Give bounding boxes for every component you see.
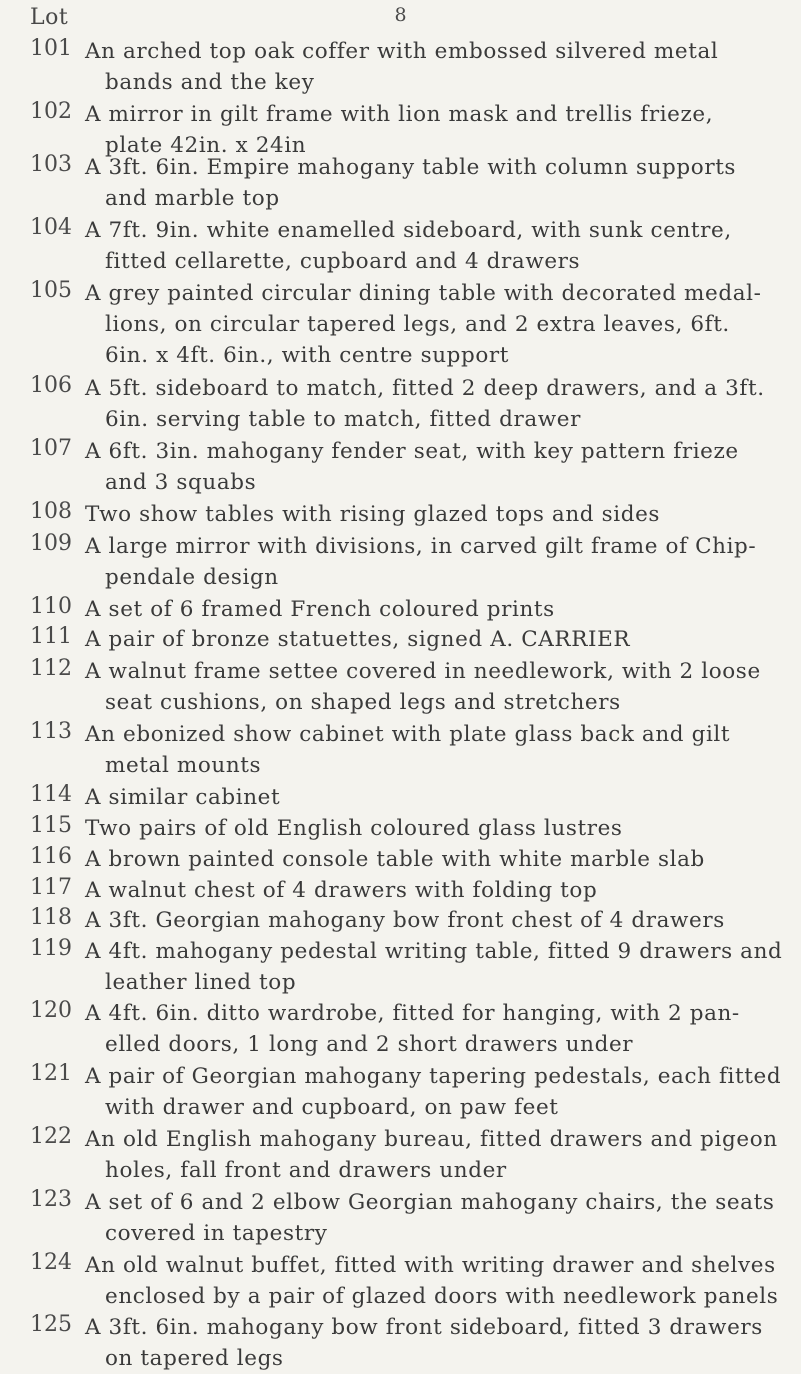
lot-description-line: A similar cabinet [85, 785, 281, 810]
lot-description-line: A 4ft. 6in. ditto wardrobe, fitted for hanging, with 2 pan- [85, 1001, 740, 1026]
lot-number: 108 [30, 499, 72, 524]
lot-description-line: A 4ft. mahogany pedestal writing table, fitted 9 drawers and [85, 939, 783, 964]
lot-description-line: enclosed by a pair of glazed doors with needlework panels [105, 1284, 779, 1309]
lot-description-line: A walnut frame settee covered in needlework, with 2 loose [85, 659, 761, 684]
lot-description [85, 813, 785, 844]
lot-description-line: A pair of bronze statuettes, signed A. CARRIER [85, 627, 631, 652]
lot-description [85, 1187, 785, 1249]
lot-description [85, 278, 785, 371]
lot-number: 117 [30, 875, 72, 900]
lot-description-line: A 7ft. 9in. white enamelled sideboard, with sunk centre, [85, 218, 732, 243]
lot-number: 104 [30, 215, 72, 240]
lot-description-line: elled doors, 1 long and 2 short drawers under [105, 1032, 634, 1057]
lot-description-line: pendale design [105, 565, 279, 590]
lot-description [85, 531, 785, 593]
lot-description [85, 36, 785, 98]
lot-description-line: A set of 6 and 2 elbow Georgian mahogany chairs, the seats [85, 1190, 775, 1215]
lot-description-line: 6in. serving table to match, fitted drawer [105, 407, 581, 432]
lot-description [85, 719, 785, 781]
lot-number: 118 [30, 905, 72, 930]
lot-number: 109 [30, 531, 72, 556]
lot-description [85, 436, 785, 498]
lot-number: 113 [30, 719, 72, 744]
lot-number: 106 [30, 373, 72, 398]
lot-description-line: An ebonized show cabinet with plate glass back and gilt [85, 722, 731, 747]
lot-description-line: An old walnut buffet, fitted with writing drawer and shelves [85, 1253, 776, 1278]
lot-description [85, 373, 785, 435]
lot-description-line: A mirror in gilt frame with lion mask and trellis frieze, [85, 102, 714, 127]
lot-description-line: A large mirror with divisions, in carved gilt frame of Chip- [85, 534, 757, 559]
lot-description [85, 844, 785, 875]
lot-column-header: Lot [30, 5, 69, 30]
lot-description-line: A 3ft. 6in. Empire mahogany table with column supports [85, 155, 737, 180]
lot-description [85, 656, 785, 718]
lot-description-line: Two pairs of old English coloured glass lustres [85, 816, 623, 841]
lot-description-line: metal mounts [105, 753, 262, 778]
lot-description-line: A pair of Georgian mahogany tapering pedestals, each fitted [85, 1064, 782, 1089]
lot-number: 114 [30, 782, 72, 807]
lot-number: 121 [30, 1061, 72, 1086]
lot-description-line: A 6ft. 3in. mahogany fender seat, with key pattern frieze [85, 439, 739, 464]
lot-description [85, 782, 785, 813]
lot-description [85, 936, 785, 998]
lot-description-line: and 3 squabs [105, 470, 257, 495]
lot-description-line: A walnut chest of 4 drawers with folding top [85, 878, 598, 903]
lot-description-line: A brown painted console table with white marble slab [85, 847, 705, 872]
lot-description-line: on tapered legs [105, 1346, 284, 1371]
lot-number: 123 [30, 1187, 72, 1212]
lot-number: 116 [30, 844, 72, 869]
lot-number: 120 [30, 998, 72, 1023]
lot-description-line: A grey painted circular dining table with decorated medal- [85, 281, 762, 306]
lot-description-line: Two show tables with rising glazed tops and sides [85, 502, 661, 527]
lot-number: 105 [30, 278, 72, 303]
lot-description [85, 215, 785, 277]
lot-description [85, 152, 785, 214]
lot-description-line: lions, on circular tapered legs, and 2 extra leaves, 6ft. [105, 312, 730, 337]
lot-description [85, 1312, 785, 1374]
lot-description-line: An old English mahogany bureau, fitted drawers and pigeon [85, 1127, 778, 1152]
lot-number: 119 [30, 936, 72, 961]
lot-number: 107 [30, 436, 72, 461]
lot-description-line: 6in. x 4ft. 6in., with centre support [105, 343, 510, 368]
lot-description-line: An arched top oak coffer with embossed silvered metal [85, 39, 719, 64]
lot-description-line: covered in tapestry [105, 1221, 328, 1246]
lot-description-line: plate 42in. x 24in [105, 133, 307, 158]
lot-number: 110 [30, 594, 72, 619]
lot-description [85, 594, 785, 625]
lot-description-line: bands and the key [105, 70, 315, 95]
lot-description [85, 1124, 785, 1186]
lot-number: 122 [30, 1124, 72, 1149]
lot-number: 103 [30, 152, 72, 177]
lot-description [85, 1061, 785, 1123]
lot-description-line: A 5ft. sideboard to match, fitted 2 deep drawers, and a 3ft. [85, 376, 765, 401]
lot-description [85, 875, 785, 906]
lot-description [85, 998, 785, 1060]
lot-description-line: with drawer and cupboard, on paw feet [105, 1095, 559, 1120]
lot-number: 102 [30, 99, 72, 124]
lot-description-line: A 3ft. Georgian mahogany bow front chest of 4 drawers [85, 908, 725, 933]
lot-number: 115 [30, 813, 72, 838]
lot-number: 124 [30, 1250, 72, 1275]
lot-description-line: seat cushions, on shaped legs and stretchers [105, 690, 621, 715]
lot-description-line: A 3ft. 6in. mahogany bow front sideboard, fitted 3 drawers [85, 1315, 763, 1340]
lot-description-line: holes, fall front and drawers under [105, 1158, 507, 1183]
lot-description [85, 499, 785, 530]
lot-number: 101 [30, 36, 72, 61]
lot-description-line: fitted cellarette, cupboard and 4 drawers [105, 249, 581, 274]
lot-description [85, 624, 785, 655]
lot-description-line: and marble top [105, 186, 280, 211]
lot-number: 111 [30, 624, 72, 649]
lot-description [85, 1250, 785, 1312]
lot-number: 112 [30, 656, 72, 681]
lot-number: 125 [30, 1312, 72, 1337]
lot-description-line: A set of 6 framed French coloured prints [85, 597, 555, 622]
page-number: 8 [394, 4, 407, 26]
lot-description-line: leather lined top [105, 970, 297, 995]
lot-description [85, 905, 785, 936]
